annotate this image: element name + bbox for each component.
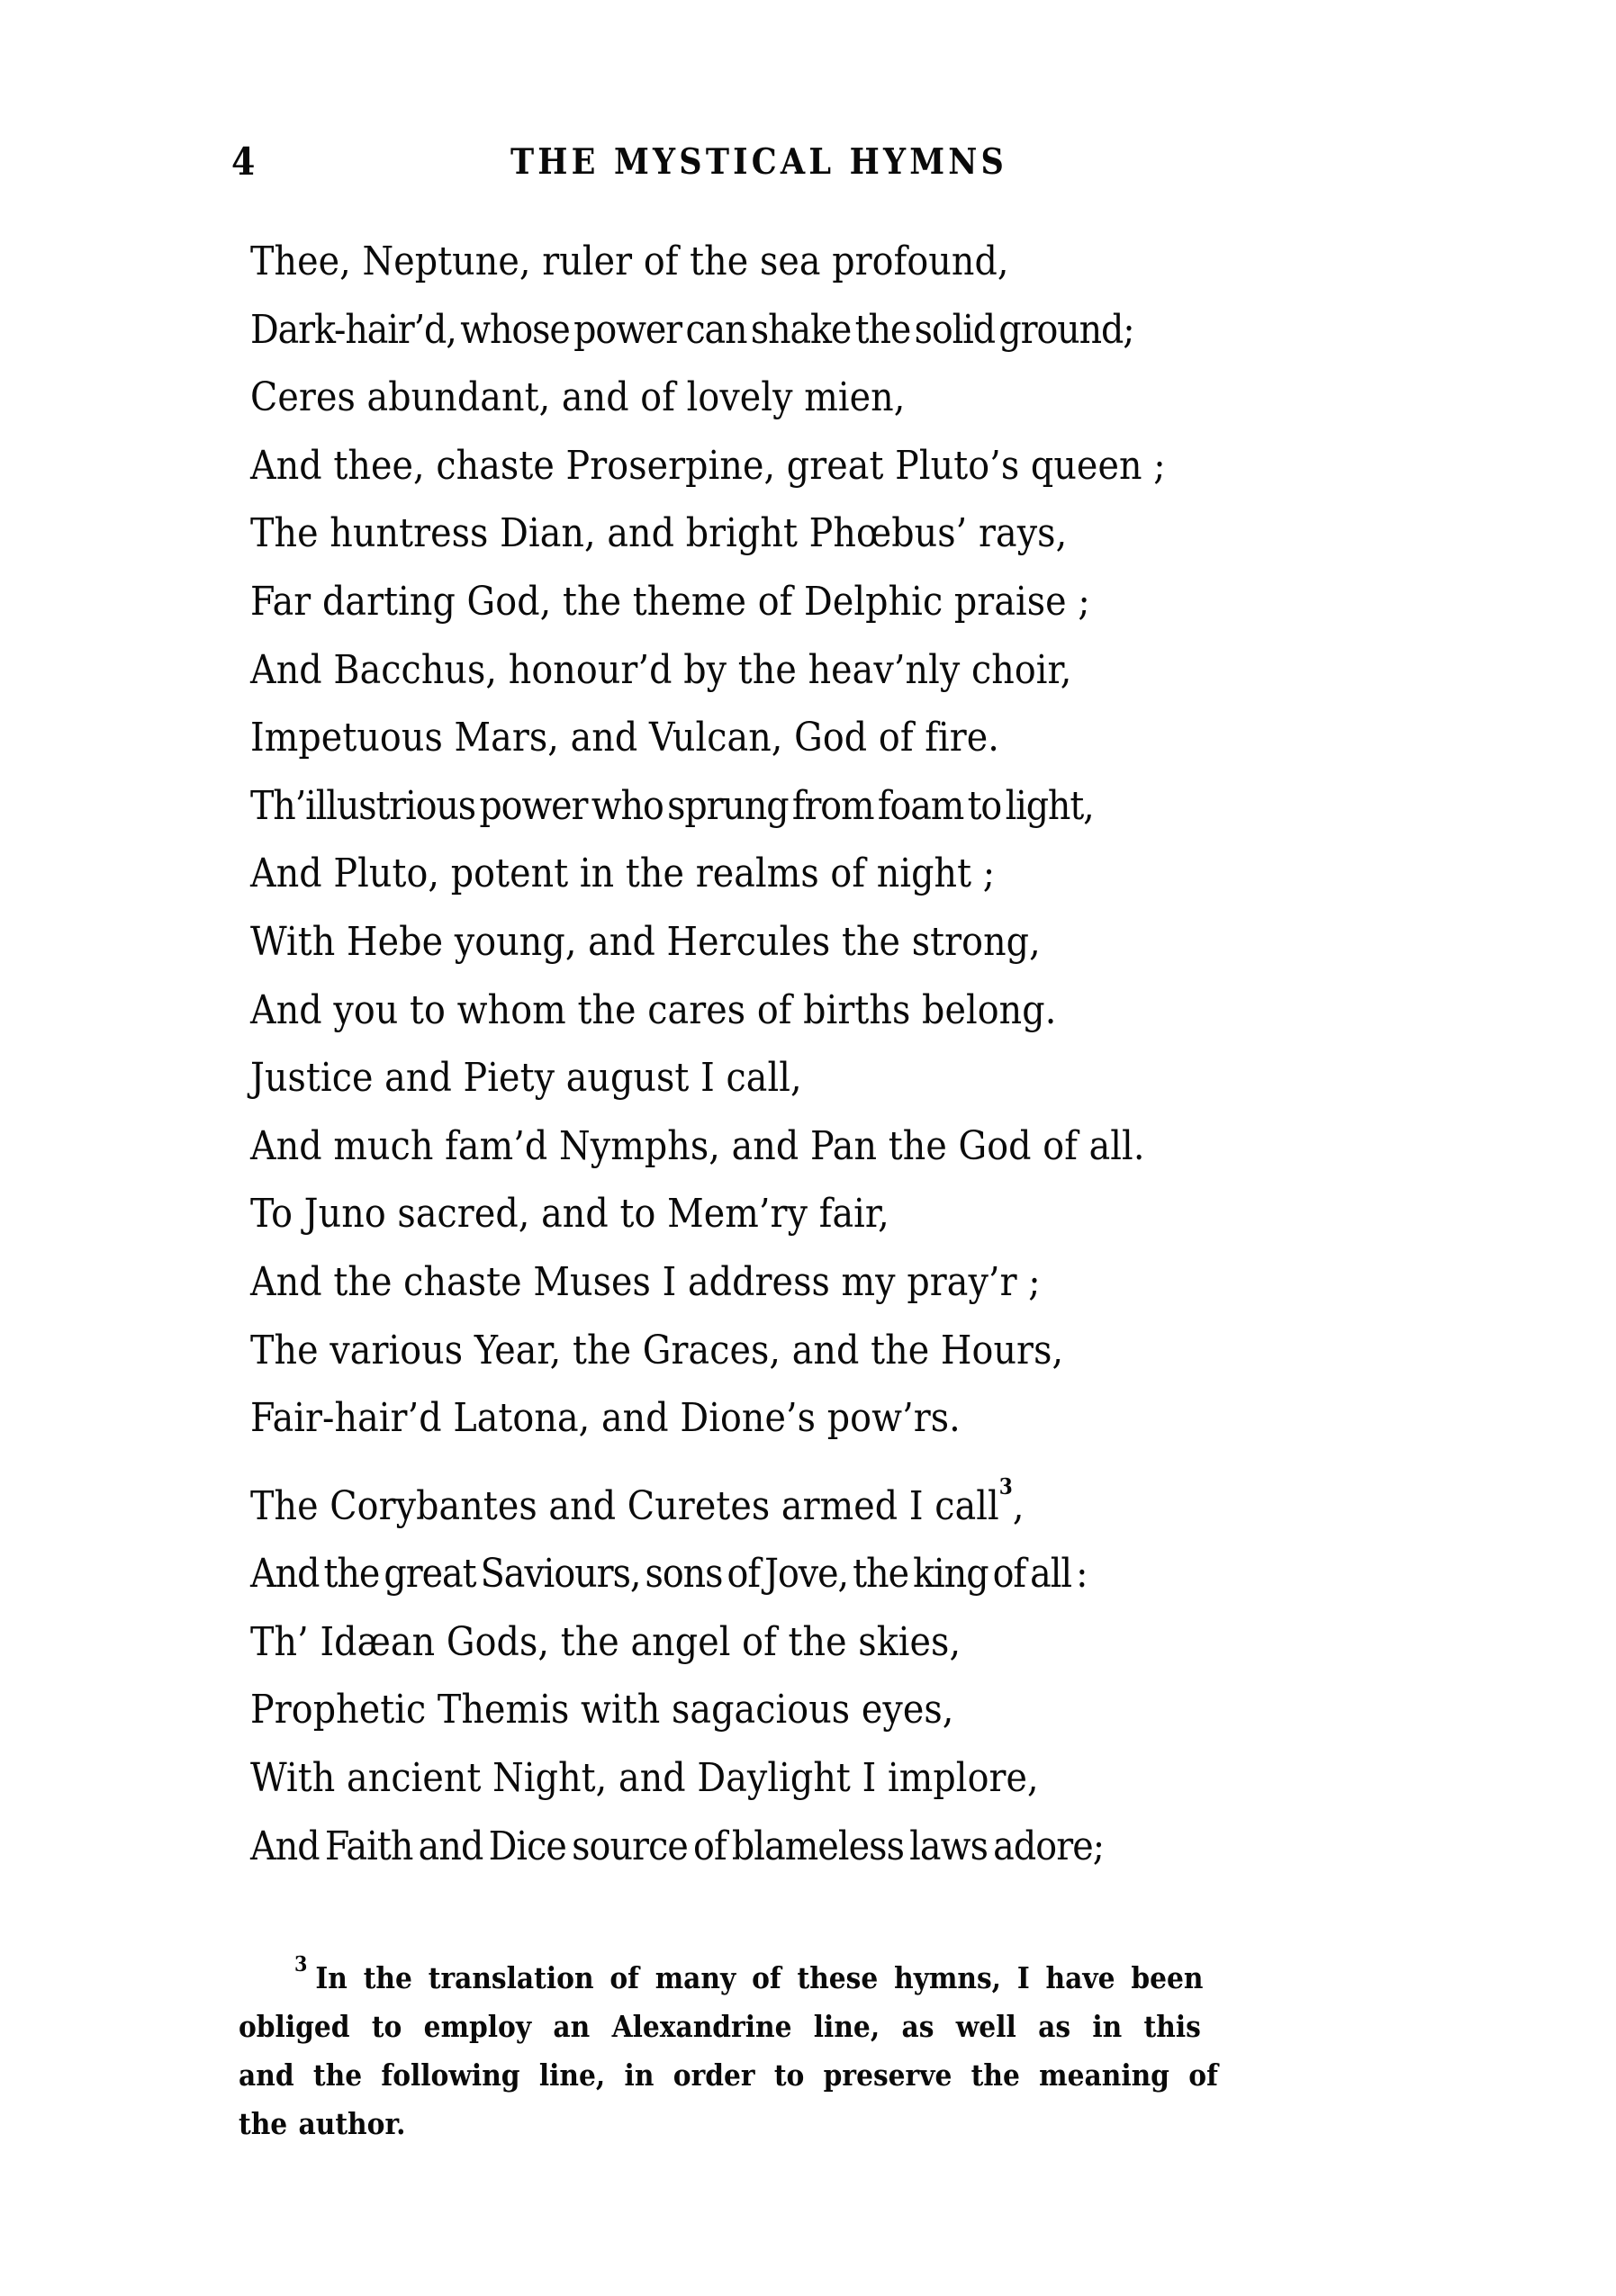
verse-line: And you to whom the cares of births belong. <box>250 986 1057 1033</box>
running-head-title: THE MYSTICAL HYMNS <box>510 141 1008 183</box>
verse-line: With Hebe young, and Hercules the strong, <box>250 918 1041 965</box>
verse-line-alexandrine: And Faith and Dice source of blameless laws adore; <box>250 1823 1105 1869</box>
verse-line: Impetuous Mars, and Vulcan, God of fire. <box>250 715 999 761</box>
verse-line-alexandrine: And the great Saviours, sons of Jove, the king of all : <box>250 1551 1088 1598</box>
verse-line: With ancient Night, and Daylight I implore, <box>250 1755 1039 1802</box>
running-head <box>231 135 1402 189</box>
verse-line: The various Year, the Graces, and the Hours, <box>250 1327 1064 1373</box>
footnote-line: and the following line, in order to preserve the meaning of <box>239 2057 1218 2093</box>
verse-line-with-footnote-ref <box>250 1453 1421 1541</box>
verse-line-text: The Corybantes and Curetes armed I call <box>250 1482 999 1529</box>
verse-line: Prophetic Themis with sagacious eyes, <box>250 1687 954 1733</box>
footnote-reference-trailing-comma: , <box>1012 1482 1025 1529</box>
poem-body <box>250 228 1421 1880</box>
verse-line: And Bacchus, honour’d by the heav’nly choir, <box>250 646 1072 693</box>
verse-line: Justice and Piety august I call, <box>250 1055 802 1102</box>
verse-line: Far darting God, the theme of Delphic praise ; <box>250 578 1090 625</box>
footnote-block <box>239 1940 1384 2148</box>
verse-line: Thee, Neptune, ruler of the sea profound, <box>250 239 1009 284</box>
verse-line: And much fam’d Nymphs, and Pan the God of all. <box>250 1122 1145 1169</box>
verse-line: And Pluto, potent in the realms of night ; <box>250 851 996 897</box>
verse-line: Th’ Idæan Gods, the angel of the skies, <box>250 1618 961 1665</box>
footnote-line: the author. <box>239 2106 406 2141</box>
verse-line: And thee, chaste Proserpine, great Pluto’s queen ; <box>250 442 1166 489</box>
verse-line: Th’illustrious power who sprung from foam to light, <box>250 782 1094 829</box>
verse-line: Fair-hair’d Latona, and Dione’s pow’rs. <box>250 1395 961 1442</box>
footnote-line-text: In the translation of many of these hymns, I have been <box>315 1960 1204 1995</box>
verse-line: To Juno sacred, and to Mem’ry fair, <box>250 1191 889 1238</box>
footnote-line: obliged to employ an Alexandrine line, as well as in this <box>239 2009 1201 2044</box>
footnote-marker: 3 <box>294 1952 308 1976</box>
footnote-line <box>239 1940 1384 2003</box>
verse-line: The huntress Dian, and bright Phœbus’ rays, <box>250 510 1068 557</box>
verse-line: Dark-hair’d, whose power can shake the solid ground; <box>250 306 1134 353</box>
verse-line: And the chaste Muses I address my pray’r ; <box>250 1258 1041 1305</box>
verse-line: Ceres abundant, and of lovely mien, <box>250 374 906 421</box>
footnote-reference-marker[interactable]: 3 <box>998 1472 1013 1499</box>
page-number: 4 <box>231 140 256 184</box>
